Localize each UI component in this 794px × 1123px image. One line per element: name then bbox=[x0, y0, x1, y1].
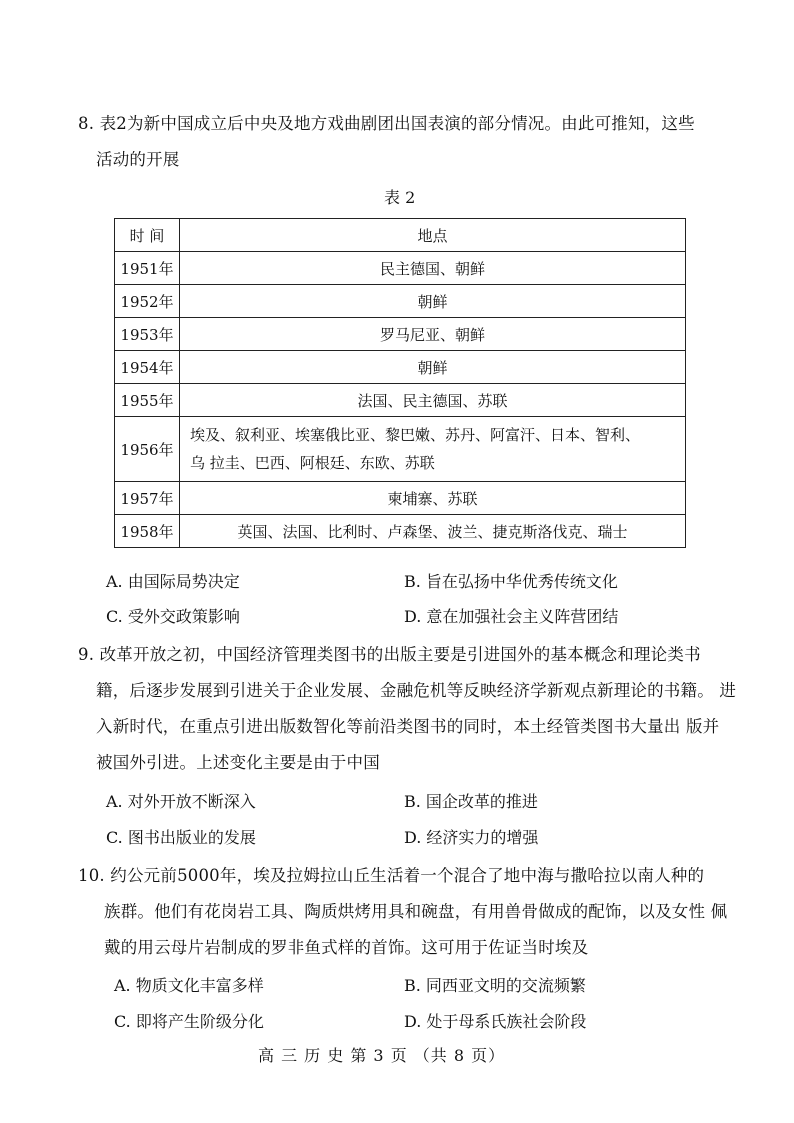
row-year: 1951年 bbox=[115, 252, 180, 285]
q9-option-d[interactable]: D. 经济实力的增强 bbox=[404, 828, 539, 847]
performance-table bbox=[114, 218, 686, 548]
row-year: 1956年 bbox=[115, 417, 180, 482]
q9-option-a[interactable]: A. 对外开放不断深入 bbox=[106, 792, 256, 811]
q10-stem-line2: 族群。他们有花岗岩工具、陶质烘烤用具和碗盘，有用兽骨做成的配饰，以及女性 佩 bbox=[104, 902, 728, 921]
q10-option-d[interactable]: D. 处于母系氏族社会阶段 bbox=[404, 1012, 587, 1031]
row-year: 1953年 bbox=[115, 318, 180, 351]
row-place: 柬埔寨、苏联 bbox=[180, 482, 686, 515]
table-row bbox=[115, 285, 686, 318]
q8-option-a[interactable]: A. 由国际局势决定 bbox=[106, 572, 240, 591]
q9-stem-line1: 9. 改革开放之初，中国经济管理类图书的出版主要是引进国外的基本概念和理论类书 bbox=[78, 645, 701, 664]
row-place-line2: 乌 拉圭、巴西、阿根廷、东欧、苏联 bbox=[190, 454, 435, 472]
page-footer: 高 三 历 史 第 3 页 （共 8 页） bbox=[258, 1046, 506, 1065]
header-place: 地点 bbox=[180, 219, 686, 252]
q9-option-b[interactable]: B. 国企改革的推进 bbox=[404, 792, 538, 811]
row-place: 法国、民主德国、苏联 bbox=[180, 384, 686, 417]
q10-option-a[interactable]: A. 物质文化丰富多样 bbox=[114, 976, 264, 995]
q10-stem-line3: 戴的用云母片岩制成的罗非鱼式样的首饰。这可用于佐证当时埃及 bbox=[104, 938, 589, 957]
row-place-line1: 埃及、叙利亚、埃塞俄比亚、黎巴嫩、苏丹、阿富汗、日本、智利、 bbox=[190, 426, 641, 444]
row-place: 朝鲜 bbox=[180, 285, 686, 318]
row-place-multiline bbox=[180, 417, 686, 482]
row-year: 1958年 bbox=[115, 515, 180, 548]
q10-option-c[interactable]: C. 即将产生阶级分化 bbox=[114, 1012, 264, 1031]
row-place: 朝鲜 bbox=[180, 351, 686, 384]
table-row bbox=[115, 384, 686, 417]
row-year: 1952年 bbox=[115, 285, 180, 318]
table-row bbox=[115, 252, 686, 285]
row-year: 1957年 bbox=[115, 482, 180, 515]
table-row bbox=[115, 417, 686, 482]
table-row bbox=[115, 515, 686, 548]
table-title: 表 2 bbox=[384, 188, 416, 207]
row-place: 英国、法国、比利时、卢森堡、波兰、捷克斯洛伐克、瑞士 bbox=[180, 515, 686, 548]
q9-option-c[interactable]: C. 图书出版业的发展 bbox=[106, 828, 256, 847]
q10-option-b[interactable]: B. 同西亚文明的交流频繁 bbox=[404, 976, 586, 995]
q8-stem-line2: 活动的开展 bbox=[96, 150, 180, 169]
row-year: 1955年 bbox=[115, 384, 180, 417]
q8-option-c[interactable]: C. 受外交政策影响 bbox=[106, 607, 240, 626]
table-row bbox=[115, 482, 686, 515]
table-header-row bbox=[115, 219, 686, 252]
table-row bbox=[115, 351, 686, 384]
row-place: 民主德国、朝鲜 bbox=[180, 252, 686, 285]
q10-stem-line1: 10. 约公元前5000年，埃及拉姆拉山丘生活着一个混合了地中海与撒哈拉以南人种的 bbox=[78, 866, 705, 885]
q9-stem-line2: 籍，后逐步发展到引进关于企业发展、金融危机等反映经济学新观点新理论的书籍。 进 bbox=[96, 681, 737, 700]
header-time: 时 间 bbox=[115, 219, 180, 252]
row-year: 1954年 bbox=[115, 351, 180, 384]
q9-stem-line3: 入新时代，在重点引进出版数智化等前沿类图书的同时，本土经管类图书大量出 版并 bbox=[96, 717, 720, 736]
table-row bbox=[115, 318, 686, 351]
q8-stem-line1: 8. 表2为新中国成立后中央及地方戏曲剧团出国表演的部分情况。由此可推知，这些 bbox=[78, 114, 695, 133]
q8-option-d[interactable]: D. 意在加强社会主义阵营团结 bbox=[404, 607, 619, 626]
row-place: 罗马尼亚、朝鲜 bbox=[180, 318, 686, 351]
q8-option-b[interactable]: B. 旨在弘扬中华优秀传统文化 bbox=[404, 572, 618, 591]
q9-stem-line4: 被国外引进。上述变化主要是由于中国 bbox=[96, 753, 380, 772]
